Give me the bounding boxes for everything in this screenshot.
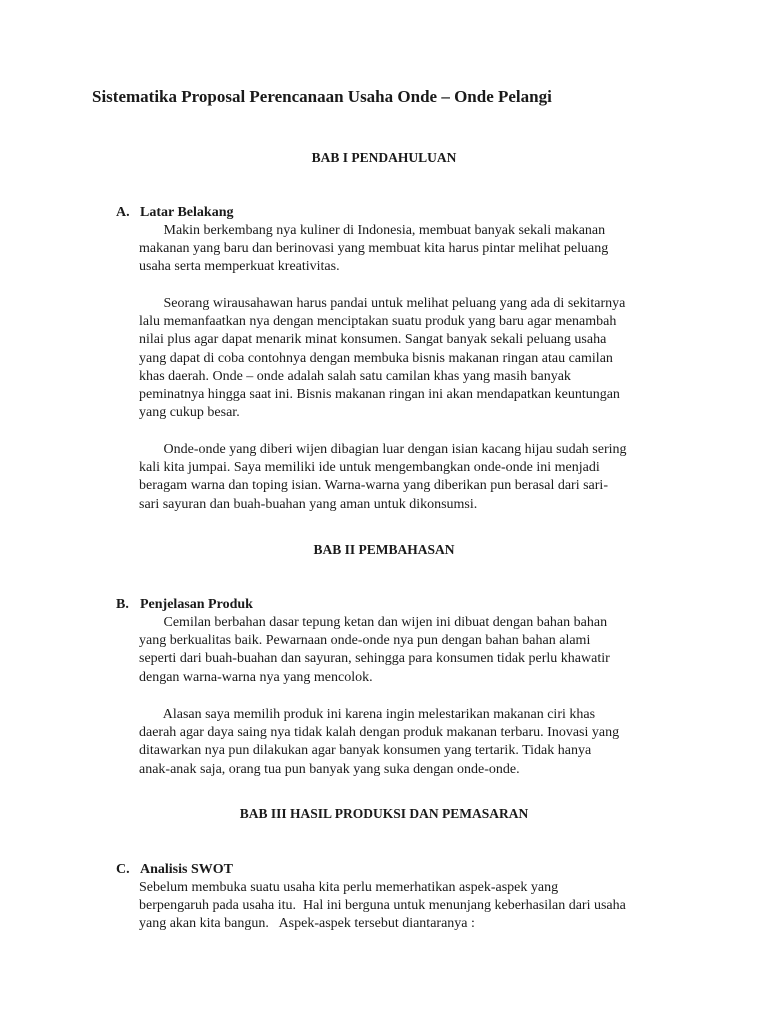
section-title: Analisis SWOT <box>140 862 233 877</box>
section-letter: C. <box>116 862 130 877</box>
chapter-heading-3: BAB III HASIL PRODUKSI DAN PEMASARAN <box>239 806 529 821</box>
section-heading-b <box>116 597 253 613</box>
text-line: Sebelum membuka suatu usaha kita perlu memerhatikan aspek-aspek yang <box>139 880 559 895</box>
text-line: peminatnya hingga saat ini. Bisnis makanan ringan ini akan mendapatkan keuntungan <box>139 387 620 403</box>
paragraph <box>139 879 684 934</box>
text-line: sari sayuran dan buah-buahan yang aman untuk dikonsumsi. <box>139 496 478 512</box>
text-line: khas daerah. Onde – onde adalah salah satu camilan khas yang masih banyak <box>139 368 571 384</box>
text-line: daerah agar daya saing nya tidak kalah dengan produk makanan terbaru. Inovasi yang <box>139 725 620 741</box>
text-line: yang berkualitas baik. Pewarnaan onde-onde nya pun dengan bahan bahan alami <box>139 633 591 649</box>
text-line: berpengaruh pada usaha itu. Hal ini berguna untuk menunjang keberhasilan dari usaha <box>139 898 626 914</box>
text-line: yang akan kita bangun. Aspek-aspek tersebut diantaranya : <box>139 916 475 932</box>
text-line: dengan warna-warna nya yang mencolok. <box>139 669 373 685</box>
text-line: beragam warna dan toping isian. Warna-warna yang diberikan pun berasal dari sari- <box>139 478 608 494</box>
paragraph <box>139 441 684 514</box>
section-letter: A. <box>116 205 130 220</box>
chapter-heading-2: BAB II PEMBAHASAN <box>313 542 455 557</box>
text-line: Cemilan berbahan dasar tepung ketan dan wijen ini dibuat dengan bahan bahan <box>139 615 608 630</box>
text-line: seperti dari buah-buahan dan sayuran, sehingga para konsumen tidak perlu khawatir <box>139 651 610 667</box>
section-title: Penjelasan Produk <box>140 597 253 612</box>
text-line: Alasan saya memilih produk ini karena ingin melestarikan makanan ciri khas <box>139 707 596 722</box>
paragraph <box>139 295 684 422</box>
text-line: Seorang wirausahawan harus pandai untuk melihat peluang yang ada di sekitarnya <box>139 296 626 311</box>
paragraph <box>139 706 684 779</box>
paragraph <box>139 614 684 687</box>
section-heading-a <box>116 205 233 221</box>
text-line: anak-anak saja, orang tua pun banyak yang suka dengan onde-onde. <box>139 761 520 777</box>
section-title: Latar Belakang <box>140 205 234 220</box>
document-title: Sistematika Proposal Perencanaan Usaha Onde – Onde Pelangi <box>92 87 552 106</box>
text-line: ditawarkan nya pun dilakukan agar banyak konsumen yang tertarik. Tidak hanya <box>139 743 592 759</box>
chapter-heading-1: BAB I PENDAHULUAN <box>311 150 457 165</box>
text-line: makanan yang baru dan berinovasi yang membuat kita harus pintar melihat peluang <box>139 241 609 257</box>
text-line: lalu memanfaatkan nya dengan menciptakan suatu produk yang baru agar menambah <box>139 314 617 330</box>
text-line: Onde-onde yang diberi wijen dibagian luar dengan isian kacang hijau sudah sering <box>139 442 627 457</box>
text-line: nilai plus agar dapat menarik minat konsumen. Sangat banyak sekali peluang usaha <box>139 332 607 348</box>
paragraph <box>139 222 684 277</box>
text-line: Makin berkembang nya kuliner di Indonesia, membuat banyak sekali makanan <box>139 223 606 238</box>
text-line: yang cukup besar. <box>139 405 240 421</box>
text-line: usaha serta memperkuat kreativitas. <box>139 259 340 275</box>
text-line: yang dapat di coba contohnya dengan membuka bisnis makanan ringan atau camilan <box>139 350 613 366</box>
text-line: kali kita jumpai. Saya memiliki ide untuk mengembangkan onde-onde ini menjadi <box>139 460 600 476</box>
section-letter: B. <box>116 597 129 612</box>
section-heading-c <box>116 862 233 878</box>
